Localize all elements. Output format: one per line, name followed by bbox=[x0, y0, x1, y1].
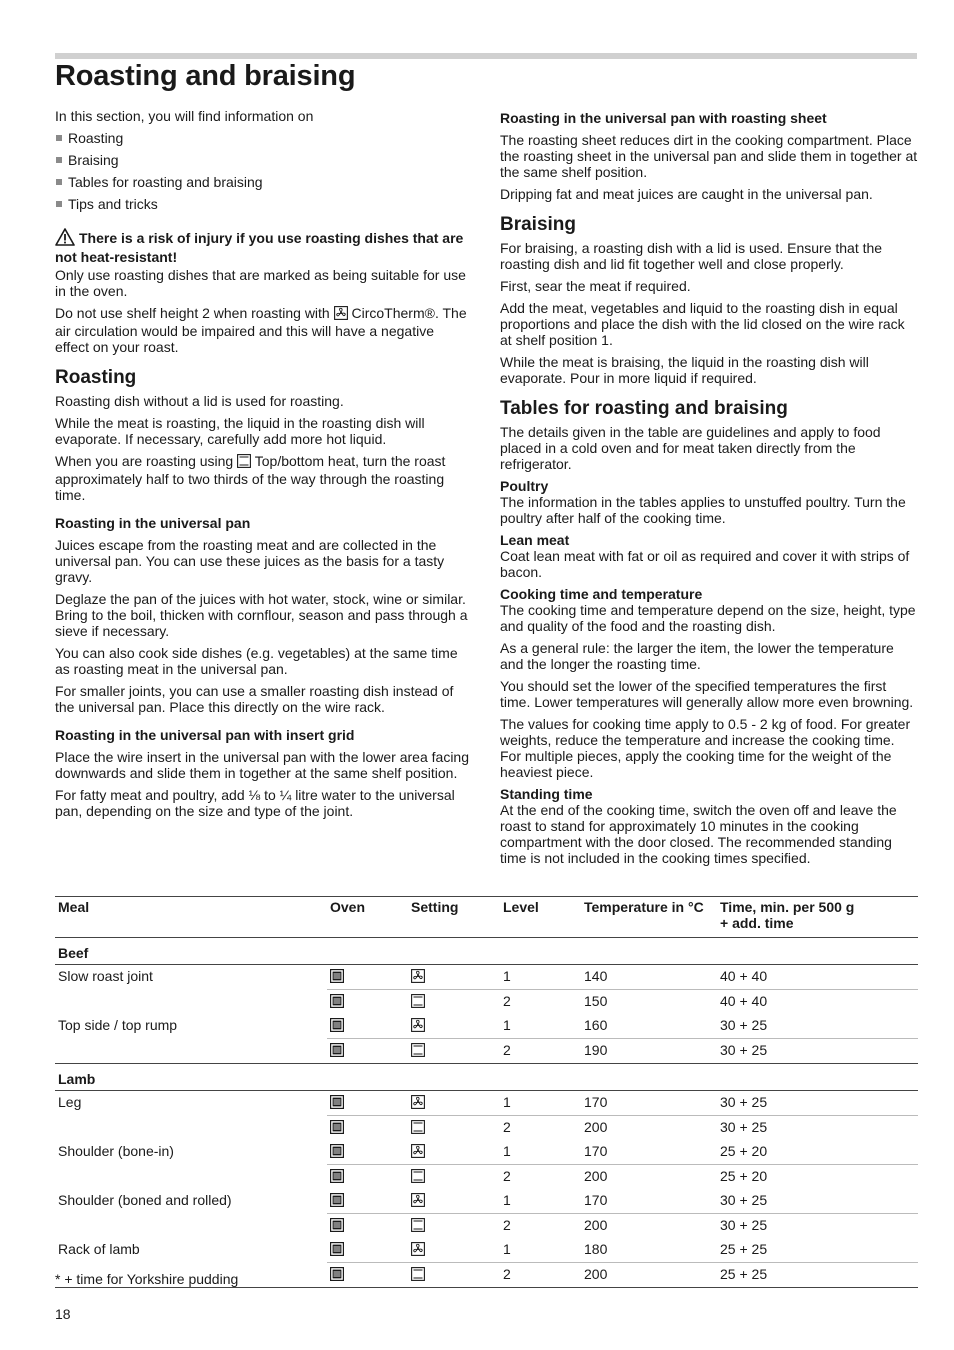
heading-insert-grid: Roasting in the universal pan with insert grid bbox=[55, 727, 355, 743]
table-row bbox=[55, 1238, 918, 1263]
cell-oven bbox=[327, 965, 408, 990]
cell-time: 25 + 20 bbox=[720, 1143, 768, 1159]
oven-dish-icon bbox=[330, 1043, 344, 1060]
table-row bbox=[55, 1165, 918, 1190]
header-line: + add. time bbox=[720, 915, 794, 931]
paragraph: For braising, a roasting dish with a lid is used. Ensure that the roasting dish and lid fit together well and close properly. bbox=[500, 240, 883, 272]
oven-dish-icon bbox=[330, 1120, 344, 1137]
paragraph bbox=[55, 305, 471, 355]
cell-oven bbox=[327, 1214, 408, 1239]
table-row bbox=[55, 1189, 918, 1214]
cell-meal: Shoulder (bone-in) bbox=[58, 1143, 174, 1159]
table-header-row bbox=[55, 897, 918, 938]
circotherm-icon bbox=[411, 969, 425, 986]
table-row bbox=[55, 1116, 918, 1141]
intro-text: In this section, you will find information on bbox=[55, 108, 314, 124]
cell-time: 25 + 25 bbox=[717, 1263, 918, 1288]
paragraph: Only use roasting dishes that are marked as being suitable for use in the oven. bbox=[55, 267, 466, 299]
paragraph bbox=[55, 453, 471, 503]
heading-braising: Braising bbox=[500, 214, 577, 235]
table-group-row bbox=[55, 938, 918, 965]
section-list bbox=[55, 130, 471, 212]
table-row bbox=[55, 990, 918, 1015]
list-item: Roasting bbox=[55, 130, 471, 146]
paragraph: The cooking time and temperature depend on the size, height, type and quality of the food and the roasting dish. bbox=[500, 602, 916, 634]
top-bottom-heat-icon bbox=[411, 1267, 425, 1284]
oven-dish-icon bbox=[330, 1144, 344, 1161]
oven-dish-icon bbox=[330, 1267, 344, 1284]
paragraph: You can also cook side dishes (e.g. vegetables) at the same time as roasting meat in the universal pan. bbox=[55, 645, 458, 677]
heading-poultry: Poultry bbox=[500, 478, 549, 494]
cell-meal: Shoulder (boned and rolled) bbox=[58, 1192, 232, 1208]
heading-cooking-time: Cooking time and temperature bbox=[500, 586, 703, 602]
text-fragment: Do not use shelf height 2 when roasting with bbox=[55, 305, 330, 321]
circotherm-icon bbox=[334, 306, 348, 323]
cell-oven bbox=[327, 1238, 408, 1263]
table-row bbox=[55, 1039, 918, 1064]
col-header-meal: Meal bbox=[55, 897, 327, 938]
cell-setting bbox=[408, 1140, 500, 1165]
cell-temperature: 140 bbox=[584, 968, 608, 984]
cell-setting bbox=[408, 1165, 500, 1190]
paragraph: First, sear the meat if required. bbox=[500, 278, 691, 294]
cell-setting bbox=[408, 965, 500, 990]
paragraph: Deglaze the pan of the juices with hot water, stock, wine or similar. Bring to the boil, thicken with cornflour, season and pass through a sieve if necessary. bbox=[55, 591, 468, 639]
list-item: Tips and tricks bbox=[55, 196, 471, 212]
cell-oven bbox=[327, 1116, 408, 1141]
circotherm-icon bbox=[411, 1193, 425, 1210]
cell-meal bbox=[55, 1116, 327, 1141]
top-bottom-heat-icon bbox=[411, 1120, 425, 1137]
cell-temperature: 170 bbox=[584, 1143, 608, 1159]
col-header-temperature: Temperature in °C bbox=[581, 897, 717, 938]
paragraph: While the meat is braising, the liquid in the roasting dish will evaporate. Pour in more liquid if required. bbox=[500, 354, 869, 386]
cell-time: 25 + 25 bbox=[720, 1241, 768, 1257]
col-header-level: Level bbox=[500, 897, 581, 938]
cell-time: 30 + 25 bbox=[717, 1214, 918, 1239]
cell-time: 30 + 25 bbox=[720, 1094, 768, 1110]
cell-setting bbox=[408, 1189, 500, 1214]
cell-temperature: 170 bbox=[584, 1094, 608, 1110]
oven-dish-icon bbox=[330, 994, 344, 1011]
cell-oven bbox=[327, 1140, 408, 1165]
cell-setting bbox=[408, 1039, 500, 1064]
cell-temperature: 170 bbox=[584, 1192, 608, 1208]
paragraph: Place the wire insert in the universal pan with the lower area facing downwards and slide them in together at the same shelf position. bbox=[55, 749, 469, 781]
cell-temperature: 150 bbox=[581, 990, 717, 1015]
cell-level: 2 bbox=[500, 1214, 581, 1239]
table-row bbox=[55, 1091, 918, 1116]
cell-time: 30 + 25 bbox=[717, 1116, 918, 1141]
cell-level: 1 bbox=[503, 1192, 511, 1208]
roasting-table bbox=[55, 896, 918, 1288]
paragraph: Add the meat, vegetables and liquid to the roasting dish in equal proportions and place the dish with the lid closed on the wire rack at shelf position 1. bbox=[500, 300, 905, 348]
circotherm-icon bbox=[411, 1242, 425, 1259]
paragraph: For fatty meat and poultry, add ⅛ to ¼ litre water to the universal pan, depending on the size and type of the joint. bbox=[55, 787, 455, 819]
cell-oven bbox=[327, 1263, 408, 1288]
cell-temperature: 160 bbox=[584, 1017, 608, 1033]
paragraph: At the end of the cooking time, switch the oven off and leave the roast to stand for approximately 10 minutes in the cooking compartment with the door closed. The recommended standing time is not included in the cooking times specified. bbox=[500, 802, 897, 866]
cell-meal: Slow roast joint bbox=[58, 968, 153, 984]
table-row bbox=[55, 1214, 918, 1239]
cell-level: 2 bbox=[500, 1263, 581, 1288]
paragraph: Roasting dish without a lid is used for roasting. bbox=[55, 393, 344, 409]
table-body bbox=[55, 938, 918, 1288]
heading-roasting: Roasting bbox=[55, 367, 137, 388]
cell-temperature: 200 bbox=[581, 1165, 717, 1190]
cell-temperature: 180 bbox=[584, 1241, 608, 1257]
cell-meal bbox=[55, 1039, 327, 1064]
heading-lean-meat: Lean meat bbox=[500, 532, 570, 548]
oven-dish-icon bbox=[330, 1193, 344, 1210]
cell-oven bbox=[327, 990, 408, 1015]
cell-time: 25 + 20 bbox=[717, 1165, 918, 1190]
top-bottom-heat-icon bbox=[411, 994, 425, 1011]
paragraph: For smaller joints, you can use a smaller roasting dish instead of the universal pan. Place this directly on the wire rack. bbox=[55, 683, 454, 715]
cell-setting bbox=[408, 1263, 500, 1288]
cell-time: 30 + 25 bbox=[720, 1192, 768, 1208]
cell-oven bbox=[327, 1039, 408, 1064]
group-label: Lamb bbox=[55, 1064, 918, 1091]
circotherm-icon bbox=[411, 1144, 425, 1161]
paragraph: Coat lean meat with fat or oil as required and cover it with strips of bacon. bbox=[500, 548, 910, 580]
cell-setting bbox=[408, 990, 500, 1015]
cell-meal bbox=[55, 990, 327, 1015]
cell-time: 40 + 40 bbox=[717, 990, 918, 1015]
heading-tables: Tables for roasting and braising bbox=[500, 398, 788, 419]
paragraph: You should set the lower of the specified temperatures the first time. Lower temperatures will generally allow more even browning. bbox=[500, 678, 914, 710]
circotherm-icon bbox=[411, 1095, 425, 1112]
paragraph: The details given in the table are guidelines and apply to food placed in a cold oven and for meat taken directly from the refrigerator. bbox=[500, 424, 881, 472]
cell-oven bbox=[327, 1091, 408, 1116]
oven-dish-icon bbox=[330, 1018, 344, 1035]
cell-level: 2 bbox=[500, 1165, 581, 1190]
text-fragment: CircoTherm®. The air circulation would be impaired and this will have a negative effect on your roast. bbox=[55, 305, 467, 355]
col-header-time bbox=[717, 897, 918, 938]
table-row bbox=[55, 965, 918, 990]
cell-meal: Rack of lamb bbox=[58, 1241, 140, 1257]
paragraph: The information in the tables applies to unstuffed poultry. Turn the poultry after half of the cooking time. bbox=[500, 494, 906, 526]
paragraph: As a general rule: the larger the item, the lower the temperature and the longer the roasting time. bbox=[500, 640, 894, 672]
cell-time: 30 + 25 bbox=[717, 1039, 918, 1064]
top-bottom-heat-icon bbox=[411, 1169, 425, 1186]
warning-triangle-icon bbox=[55, 228, 75, 249]
oven-dish-icon bbox=[330, 1095, 344, 1112]
cell-temperature: 200 bbox=[581, 1116, 717, 1141]
paragraph: Juices escape from the roasting meat and are collected in the universal pan. You can use these juices as the basis for a tasty gravy. bbox=[55, 537, 445, 585]
cell-oven bbox=[327, 1165, 408, 1190]
oven-dish-icon bbox=[330, 1218, 344, 1235]
cell-meal bbox=[55, 1165, 327, 1190]
paragraph: Dripping fat and meat juices are caught in the universal pan. bbox=[500, 186, 873, 202]
cell-level: 1 bbox=[503, 1241, 511, 1257]
cell-level: 2 bbox=[500, 1039, 581, 1064]
table-group-row bbox=[55, 1064, 918, 1091]
text-fragment: When you are roasting using bbox=[55, 453, 234, 469]
heading-universal-pan: Roasting in the universal pan bbox=[55, 515, 251, 531]
cell-setting bbox=[408, 1214, 500, 1239]
cell-setting bbox=[408, 1116, 500, 1141]
oven-dish-icon bbox=[330, 1242, 344, 1259]
right-column bbox=[500, 108, 918, 872]
cell-time: 40 + 40 bbox=[720, 968, 768, 984]
cell-time: 30 + 25 bbox=[720, 1017, 768, 1033]
cell-temperature: 200 bbox=[581, 1263, 717, 1288]
cell-meal bbox=[55, 1214, 327, 1239]
circotherm-icon bbox=[411, 1018, 425, 1035]
col-header-oven: Oven bbox=[327, 897, 408, 938]
footnote: * + time for Yorkshire pudding bbox=[55, 1271, 239, 1287]
cell-temperature: 200 bbox=[581, 1214, 717, 1239]
cell-temperature: 190 bbox=[581, 1039, 717, 1064]
table-row bbox=[55, 1140, 918, 1165]
page-title: Roasting and braising bbox=[55, 60, 356, 92]
paragraph: While the meat is roasting, the liquid in the roasting dish will evaporate. If necessary, carefully add more hot liquid. bbox=[55, 415, 425, 447]
cell-level: 1 bbox=[503, 968, 511, 984]
paragraph: The roasting sheet reduces dirt in the cooking compartment. Place the roasting sheet in the universal pan and slide them in together at the same shelf position. bbox=[500, 132, 918, 180]
cell-meal: Leg bbox=[58, 1094, 82, 1110]
page-number: 18 bbox=[55, 1306, 71, 1322]
oven-dish-icon bbox=[330, 1169, 344, 1186]
cell-setting bbox=[408, 1091, 500, 1116]
warning-notice bbox=[55, 228, 471, 265]
cell-meal: Top side / top rump bbox=[58, 1017, 178, 1033]
cell-oven bbox=[327, 1014, 408, 1039]
top-bottom-heat-icon bbox=[411, 1043, 425, 1060]
table-row bbox=[55, 1014, 918, 1039]
cell-setting bbox=[408, 1238, 500, 1263]
cell-oven bbox=[327, 1189, 408, 1214]
text-fragment: Top/bottom heat, turn the roast approximately half to two thirds of the way through the roasting time. bbox=[55, 453, 446, 503]
header-line: Time, min. per 500 g bbox=[720, 899, 855, 915]
paragraph: The values for cooking time apply to 0.5 - 2 kg of food. For greater weights, reduce the temperature and increase the cooking time. For multiple pieces, apply the cooking time for the weight of the heaviest piece. bbox=[500, 716, 911, 780]
cell-level: 2 bbox=[500, 990, 581, 1015]
cell-level: 1 bbox=[503, 1143, 511, 1159]
header-rule bbox=[55, 53, 917, 59]
cell-level: 1 bbox=[503, 1094, 511, 1110]
list-item: Braising bbox=[55, 152, 471, 168]
top-bottom-heat-icon bbox=[411, 1218, 425, 1235]
top-bottom-heat-icon bbox=[237, 454, 251, 471]
cell-level: 1 bbox=[503, 1017, 511, 1033]
group-label: Beef bbox=[55, 938, 918, 965]
left-column bbox=[55, 108, 471, 825]
cell-level: 2 bbox=[500, 1116, 581, 1141]
heading-roasting-sheet: Roasting in the universal pan with roasting sheet bbox=[500, 110, 827, 126]
warning-text: There is a risk of injury if you use roasting dishes that are not heat-resistant! bbox=[55, 230, 464, 265]
list-item: Tables for roasting and braising bbox=[55, 174, 471, 190]
heading-standing-time: Standing time bbox=[500, 786, 593, 802]
oven-dish-icon bbox=[330, 969, 344, 986]
cell-setting bbox=[408, 1014, 500, 1039]
col-header-setting: Setting bbox=[408, 897, 500, 938]
